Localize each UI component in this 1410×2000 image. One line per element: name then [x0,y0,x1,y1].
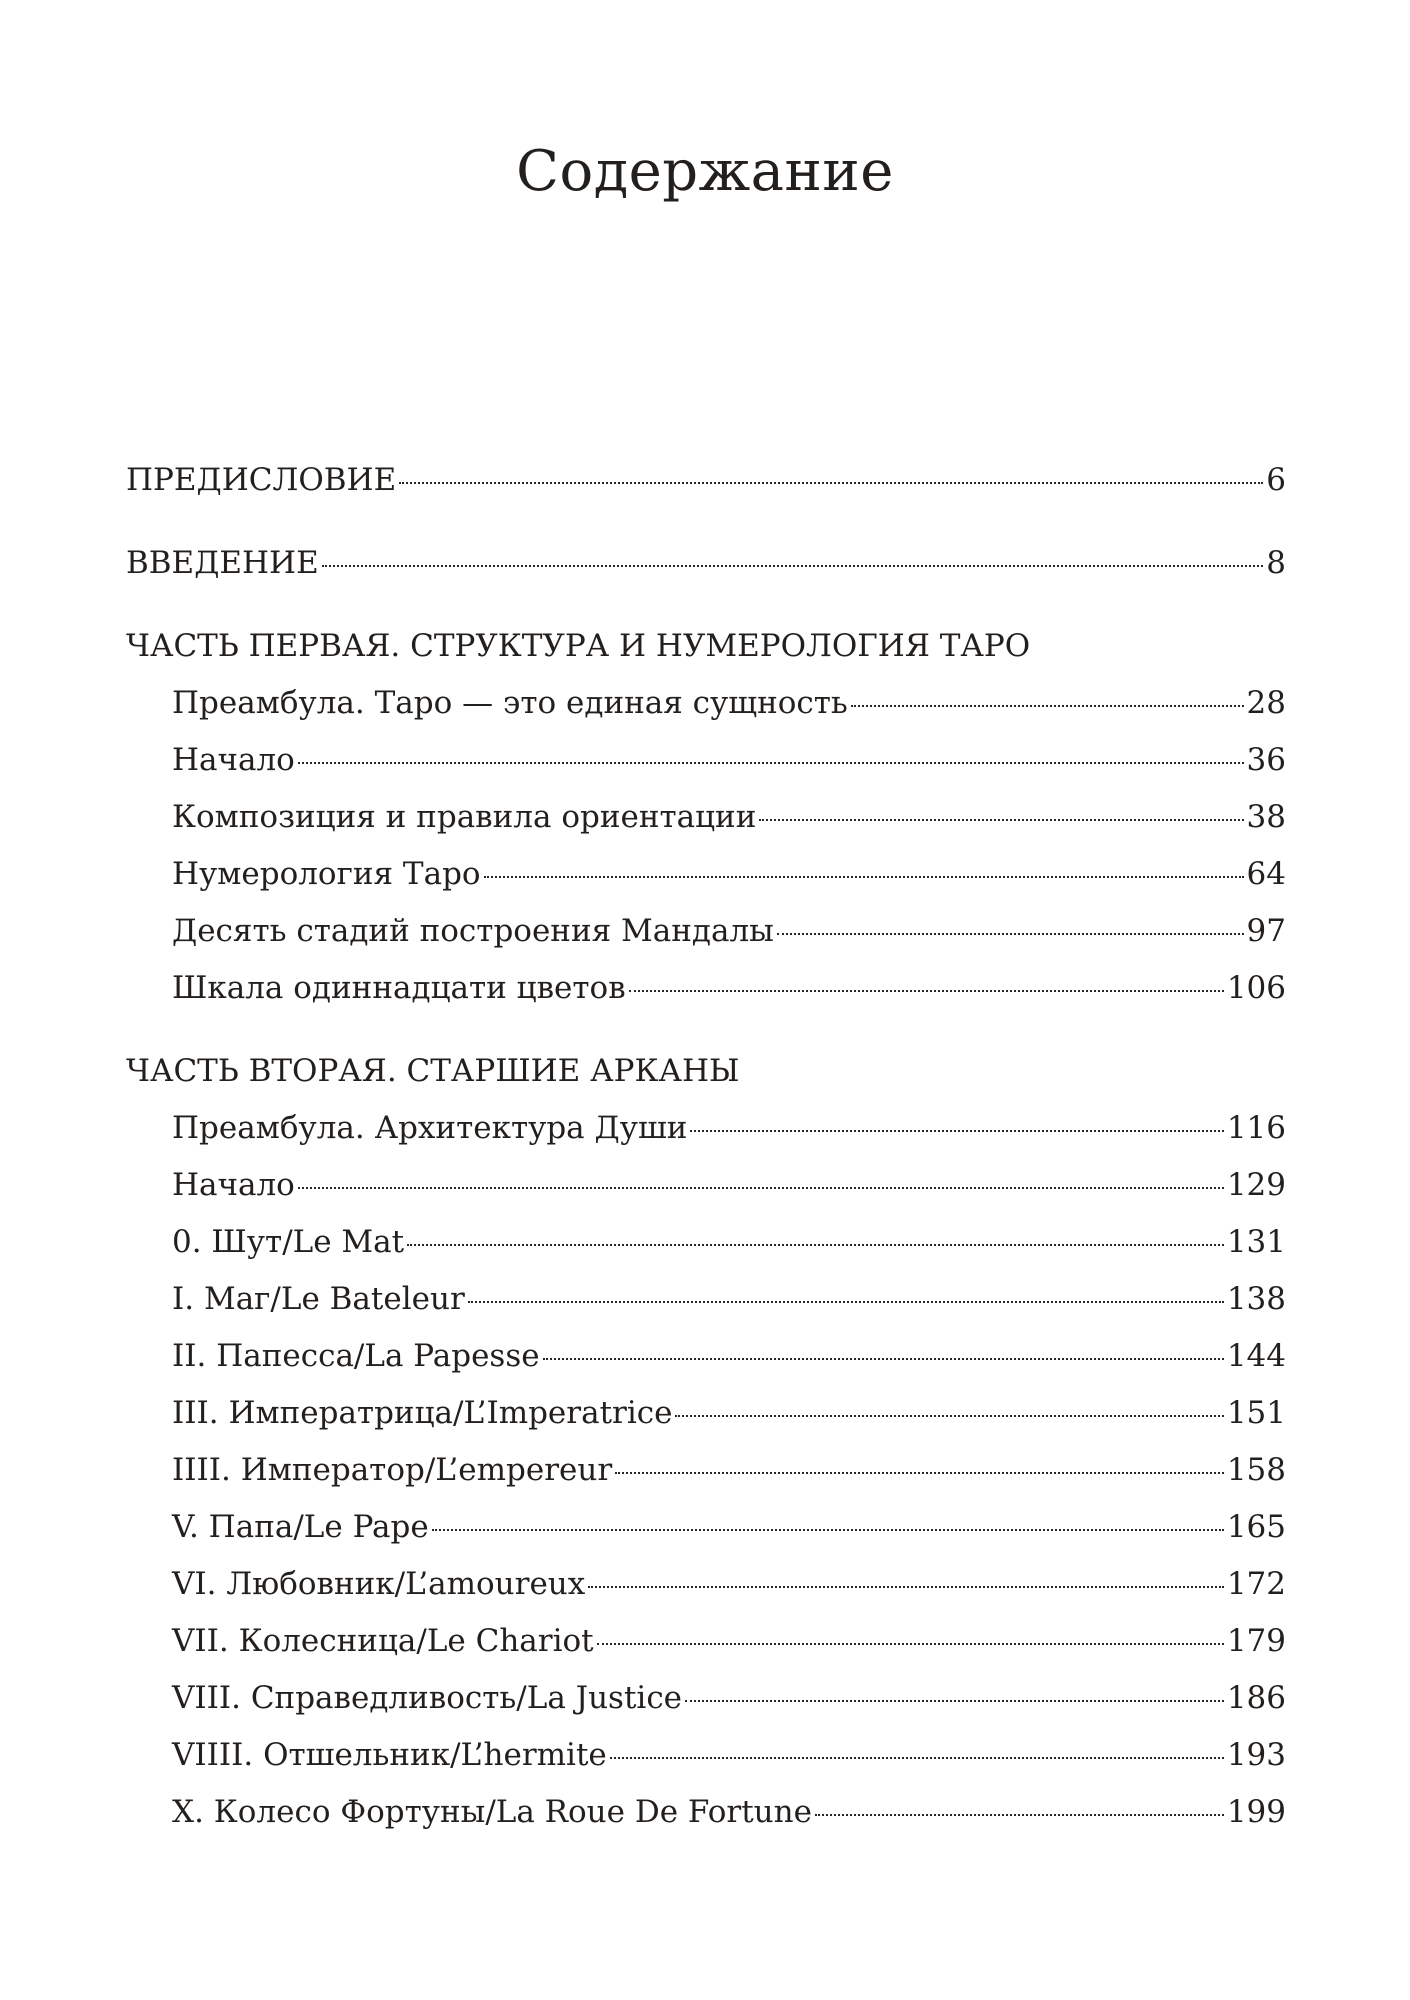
toc-entry[interactable] [126,968,1286,1025]
toc-entry-title: Десять стадий построения Мандалы [172,913,774,949]
part-two-heading[interactable]: ЧАСТЬ ВТОРАЯ. СТАРШИЕ АРКАНЫ [126,1053,740,1089]
toc-entry-title: 0. Шут/Le Mat [172,1224,405,1260]
dot-leader [851,705,1244,707]
toc-entry[interactable] [126,1792,1286,1849]
toc-entry[interactable] [126,1678,1286,1735]
toc-entry[interactable] [126,854,1286,911]
toc-entry[interactable] [126,1279,1286,1336]
toc-entry[interactable] [126,683,1286,740]
toc-entry[interactable] [126,740,1286,797]
toc-entry-page: 131 [1226,1224,1286,1260]
toc-entry[interactable] [126,1507,1286,1564]
toc-entry-title: II. Папесса/La Papesse [172,1338,540,1374]
dot-leader [588,1586,1224,1588]
toc-entry-page: 6 [1266,462,1286,498]
toc-entry-title: Преамбула. Архитектура Души [172,1110,688,1146]
part-one-heading[interactable]: ЧАСТЬ ПЕРВАЯ. СТРУКТУРА И НУМЕРОЛОГИЯ ТАРО [126,628,1031,664]
toc-entry-title: Нумерология Таро [172,856,481,892]
toc-entry-page: 193 [1226,1737,1286,1773]
toc-entry-title: Композиция и правила ориентации [172,799,757,835]
toc-entry-title: Начало [172,1167,295,1203]
toc-entry[interactable] [126,1222,1286,1279]
toc-entry-title: VI. Любовник/L’amoureux [172,1566,586,1602]
toc-entry-page: 138 [1226,1281,1286,1317]
dot-leader [543,1358,1224,1360]
toc-entry[interactable] [126,1393,1286,1450]
toc-entry[interactable] [126,1621,1286,1678]
dot-leader [815,1814,1224,1816]
page-title: Содержание [516,139,894,204]
toc-entry-title: V. Папа/Le Pape [172,1509,429,1545]
dot-leader [468,1301,1224,1303]
toc-entry-page: 38 [1246,799,1286,835]
toc-entry-title: ВВЕДЕНИЕ [126,545,319,581]
toc-entry-title: VIII. Справедливость/La Justice [172,1680,683,1716]
dot-leader [759,819,1243,821]
toc-entry-title: Преамбула. Таро — это единая сущность [172,685,848,721]
toc-entry[interactable] [126,1735,1286,1792]
toc-entry-page: 106 [1226,970,1286,1006]
toc-entry-page: 158 [1226,1452,1286,1488]
table-of-contents [126,460,1286,1849]
toc-entry-title: X. Колесо Фортуны/La Roue De Fortune [172,1794,812,1830]
toc-entry[interactable] [126,1108,1286,1165]
toc-entry-page: 144 [1226,1338,1286,1374]
toc-entry-page: 8 [1266,545,1286,581]
toc-entry-page: 116 [1226,1110,1286,1146]
dot-leader [690,1130,1223,1132]
toc-entry[interactable] [126,911,1286,968]
dot-leader [675,1415,1223,1417]
toc-entry[interactable] [126,1165,1286,1222]
toc-entry[interactable] [126,797,1286,854]
dot-leader [597,1643,1224,1645]
dot-leader [298,1187,1224,1189]
toc-entry-page: 64 [1246,856,1286,892]
toc-entry-page: 179 [1226,1623,1286,1659]
toc-entry-page: 199 [1226,1794,1286,1830]
toc-entry-title: ПРЕДИСЛОВИЕ [126,462,397,498]
toc-entry-title: VII. Колесница/Le Chariot [172,1623,594,1659]
toc-entry-title: VIIII. Отшельник/L’hermite [172,1737,607,1773]
toc-entry-title: Начало [172,742,295,778]
toc-entry-title: I. Маг/Le Bateleur [172,1281,465,1317]
toc-entry-introduction[interactable] [126,543,1286,600]
toc-entry-page: 165 [1226,1509,1286,1545]
toc-entry-page: 36 [1246,742,1286,778]
toc-entry-page: 172 [1226,1566,1286,1602]
toc-entry-page: 129 [1226,1167,1286,1203]
dot-leader [407,1244,1224,1246]
dot-leader [432,1529,1224,1531]
dot-leader [610,1757,1224,1759]
dot-leader [629,990,1224,992]
dot-leader [685,1700,1224,1702]
toc-entry-title: III. Императрица/L’Imperatrice [172,1395,673,1431]
dot-leader [484,876,1244,878]
toc-entry-page: 28 [1246,685,1286,721]
toc-entry-page: 151 [1226,1395,1286,1431]
toc-entry[interactable] [126,1450,1286,1507]
dot-leader [322,565,1264,567]
toc-entry-title: IIII. Император/L’empereur [172,1452,613,1488]
dot-leader [399,482,1263,484]
dot-leader [298,762,1244,764]
toc-entry[interactable] [126,1564,1286,1621]
dot-leader [777,933,1244,935]
toc-entry-page: 186 [1226,1680,1286,1716]
toc-entry[interactable] [126,1336,1286,1393]
toc-entry-page: 97 [1246,913,1286,949]
dot-leader [615,1472,1224,1474]
toc-entry-preface[interactable] [126,460,1286,517]
toc-entry-title: Шкала одиннадцати цветов [172,970,626,1006]
